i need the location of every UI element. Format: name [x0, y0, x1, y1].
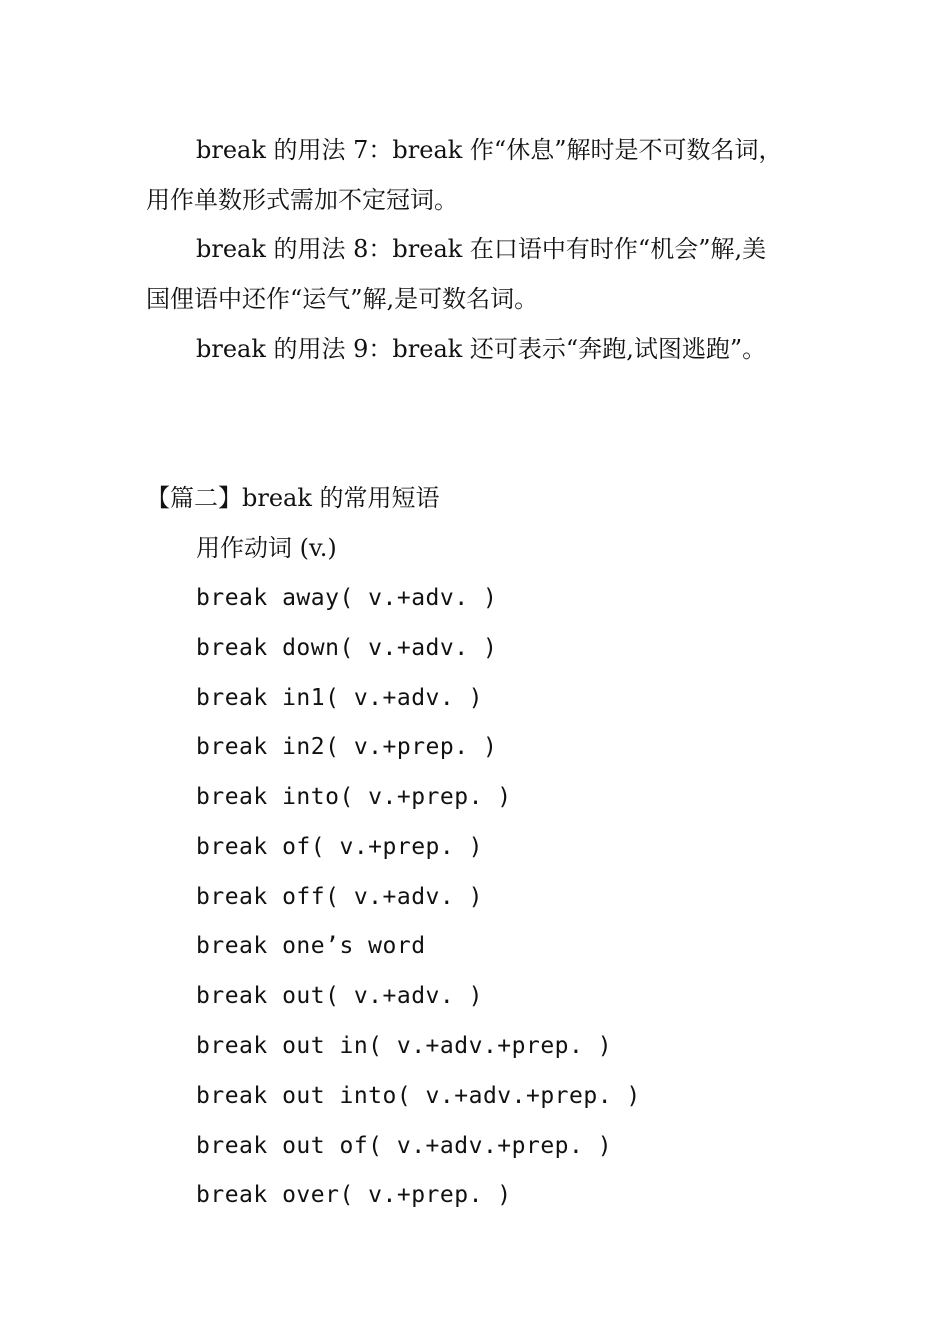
section-heading: 【篇二】break 的常用短语 — [146, 484, 440, 512]
usage-9-line-1: break 的用法 9：break 还可表示“奔跑,试图逃跑”。 — [196, 335, 767, 363]
usage-8-line-2: 国俚语中还作“运气”解,是可数名词。 — [146, 285, 539, 313]
phrase-list-item: break out into( v.+adv.+prep. ) — [196, 1083, 641, 1109]
phrase-list-item: break out of( v.+adv.+prep. ) — [196, 1133, 613, 1159]
phrase-list-item: break into( v.+prep. ) — [196, 784, 512, 810]
usage-8-line-1: break 的用法 8：break 在口语中有时作“机会”解,美 — [196, 235, 767, 263]
phrase-list-item: break out( v.+adv. ) — [196, 983, 483, 1009]
phrase-list-item: break over( v.+prep. ) — [196, 1182, 512, 1208]
phrase-list-item: break away( v.+adv. ) — [196, 585, 498, 611]
usage-7-line-2: 用作单数形式需加不定冠词。 — [146, 186, 458, 214]
phrase-list-item: break off( v.+adv. ) — [196, 884, 483, 910]
usage-7-line-1: break 的用法 7：break 作“休息”解时是不可数名词， — [196, 136, 783, 164]
phrase-list-item: break out in( v.+adv.+prep. ) — [196, 1033, 613, 1059]
phrase-list-item: break down( v.+adv. ) — [196, 635, 498, 661]
phrase-list-item: break in2( v.+prep. ) — [196, 734, 498, 760]
section-subheading: 用作动词 (v.) — [196, 534, 337, 562]
phrase-list-item: break of( v.+prep. ) — [196, 834, 483, 860]
phrase-list-item: break in1( v.+adv. ) — [196, 685, 483, 711]
phrase-list-item: break one’s word — [196, 933, 426, 959]
